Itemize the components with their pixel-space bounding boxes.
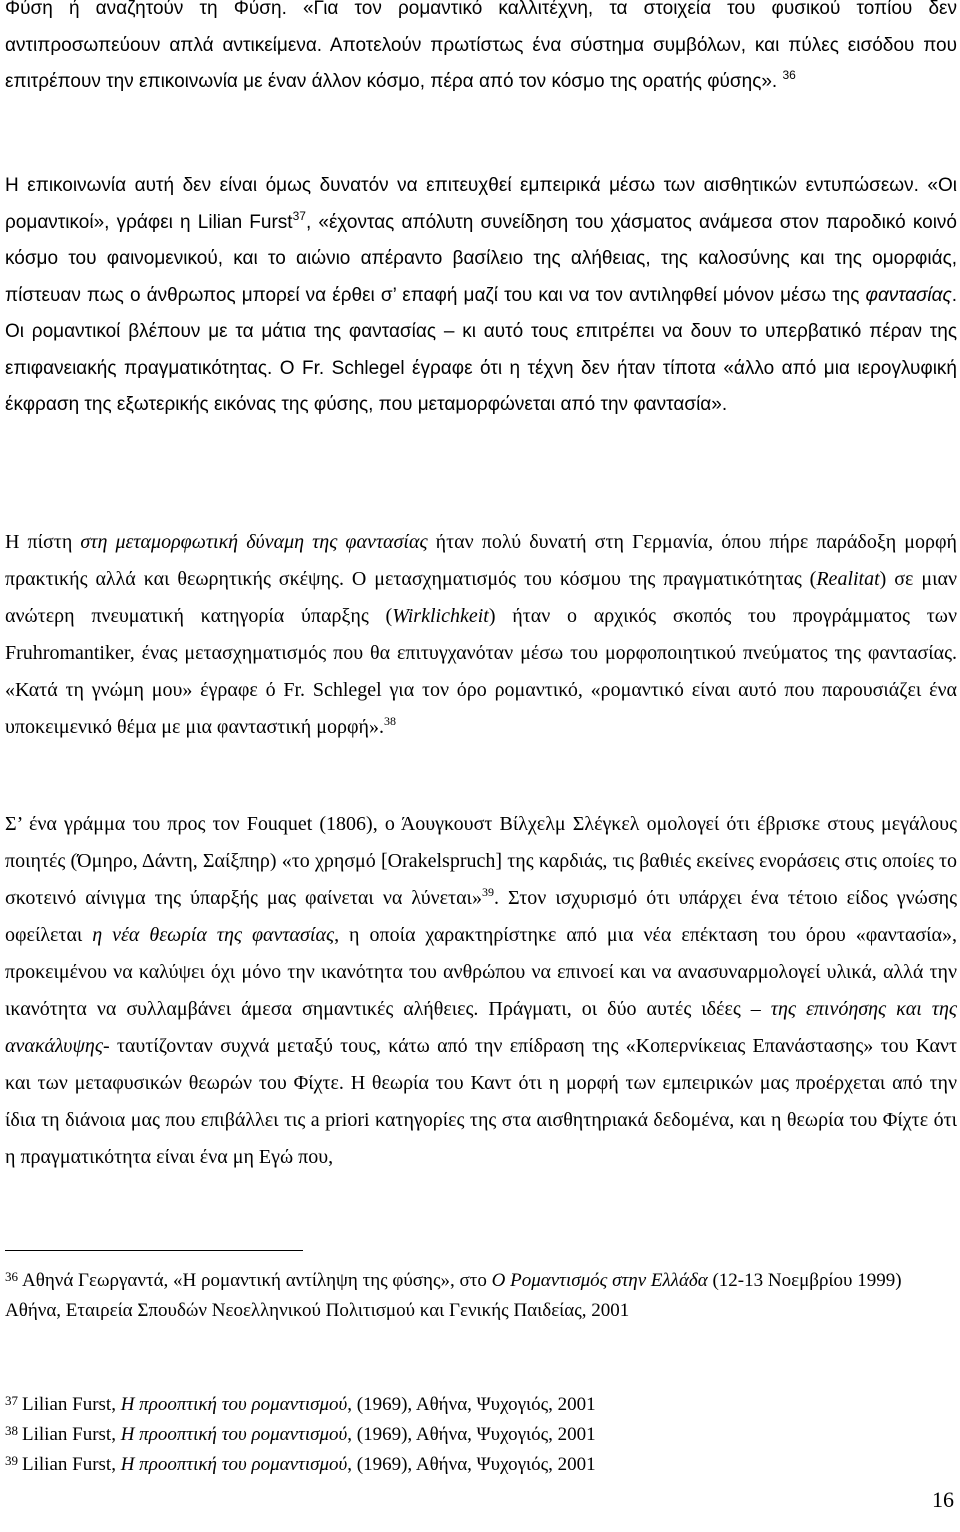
- footnote-37: $^{37}$ Lilian Furst, Η προοπτική του ρομαντισμού, (1969), Αθήνα, Ψυχογιός, 2001: [5, 1393, 596, 1415]
- paragraph-3: Η πίστη στη μεταμορφωτική δύναμη της φαντασίας ήταν πολύ δυνατή στη Γερμανία, όπου πήρε παράδοξη μορφή πρακτικής αλλά και θεωρητικής σκέψης. Ο μετασχηματισμός του κόσμου της πραγματικότητας (Realitat) σε μιαν ανώτερη πνευματική κατηγορία ύπαρξης (Wirklichkeit) ήταν ο αρχικός σκοπός του προγράμματος των Fruhromantiker, ένας μετασχηματισμός που θα επιτυγχανόταν μέσω του μορφοποιητικού πνεύματος της φαντασίας. «Κατά τη γνώμη μου» έγραφε ό Fr. Schlegel για τον όρο ρομαντικό, «ρομαντικό είναι αυτό που παρουσιάζει ένα υποκειμενικό θέμα με μια φανταστική μορφή».$^{38}$: [5, 531, 958, 738]
- footnote-36: $^{36}$ Αθηνά Γεωργαντά, «Η ρομαντική αντίληψη της φύσης», στο Ο Ρομαντισμός στην Ελλάδα (12-13 Νοεμβρίου 1999) Αθήνα, Εταιρεία Σπουδών Νεοελληνικού Πολιτισμού και Γενικής Παιδείας, 2001: [5, 1269, 902, 1321]
- footnote-ref-39[interactable]: 39: [481, 885, 494, 899]
- paragraph-4: Σ’ ένα γράμμα του προς τον Fouquet (1806), ο Άουγκουστ Βίλχελμ Σλέγκελ ομολογεί ότι έβρισκε στους μεγάλους ποιητές (Όμηρο, Δάντη, Σαίξπηρ) «το χρησμό [Orakelspruch] της καρδιάς, τις βαθιές εκείνες ενοράσεις στις οποίες το σκοτεινό αίνιγμα της ύπαρξής μας φαίνεται να λύνεται»$^{39}$. Στον ισχυρισμό ότι υπάρχει ένα τέτοιο είδος γνώσης οφείλεται η νέα θεωρία της φαντασίας, η οποία χαρακτηρίστηκε από μια νέα επέκταση του όρου «φαντασία», προκειμένου να καλύψει όχι μόνο την ικανότητα του ανθρώπου να επινοεί και να ανασυναρμολογεί υλικά, αλλά την ικανότητα να συλλαμβάνει άμεσα σημαντικές αλήθειες. Πράγματι, οι δύο αυτές ιδέες – της επινόησης και της ανακάλυψης- ταυτίζονταν συχνά μεταξύ τους, κάτω από την επίδραση της «Κοπερνίκειας Επανάστασης» του Καντ και των μεταφυσικών θεωρών του Φίχτε. Η θεωρία του Καντ ότι η μορφή των εμπειρικών μας προέρχεται από την ίδια τη διάνοια μας που επιβάλλει τις a priori κατηγορίες της στα αισθητηριακά δεδομένα, και η θεωρία του Φίχτε ότι η πραγματικότητα είναι ένα μη Εγώ που,: [5, 813, 957, 1168]
- footnote-38: $^{38}$ Lilian Furst, Η προοπτική του ρομαντισμού, (1969), Αθήνα, Ψυχογιός, 2001: [5, 1423, 596, 1445]
- footnote-ref-38[interactable]: 38: [383, 714, 396, 728]
- paragraph-1: Φύση ή αναζητούν τη Φύση. «Για τον ρομαντικό καλλιτέχνη, τα στοιχεία του φυσικού τοπίου δεν αντιπροσωπεύουν απλά αντικείμενα. Αποτελούν πρωτίστως ένα σύστημα συμβόλων, και πύλες εισόδου που επιτρέπουν την επικοινωνία με έναν άλλον κόσμο, πέρα από τον κόσμο της ορατής φύσης». $^{36}$: [5, 0, 957, 92]
- paragraph-2: Η επικοινωνία αυτή δεν είναι όμως δυνατόν να επιτευχθεί εμπειρικά μέσω των αισθητικών εντυπώσεων. «Οι ρομαντικοί», γράφει η Lilian Furst$^{37}$, «έχοντας απόλυτη συνείδηση του χάσματος ανάμεσα στον παροδικό κοινό κόσμο του φαινομενικού, και το αιώνιο απέραντο βασίλειο της αλήθειας, της καλοσύνης και της ομορφιάς, πίστευαν πως ο άνθρωπος μπορεί να έρθει σ’ επαφή μαζί του και να τον αντιληφθεί μόνον μέσω της φαντασίας. Οι ρομαντικοί βλέπουν με τα μάτια της φαντασίας – κι αυτό τους επιτρέπει να δουν το υπερβατικό πέραν της επιφανειακής πραγματικότητας. Ο Fr. Schlegel έγραφε ότι η τέχνη δεν ήταν τίποτα «άλλο από μια ιερογλυφική έκφραση της εξωτερικής εικόνας της φύσης, που μεταμορφώνεται από την φαντασία».: [5, 175, 957, 415]
- footnote-39: $^{39}$ Lilian Furst, Η προοπτική του ρομαντισμού, (1969), Αθήνα, Ψυχογιός, 2001: [5, 1453, 596, 1475]
- footnote-ref-36[interactable]: 36: [782, 68, 796, 82]
- page-number: 16: [932, 1487, 954, 1512]
- footnote-ref-37[interactable]: 37: [292, 208, 306, 223]
- footnote-separator: [5, 1250, 303, 1251]
